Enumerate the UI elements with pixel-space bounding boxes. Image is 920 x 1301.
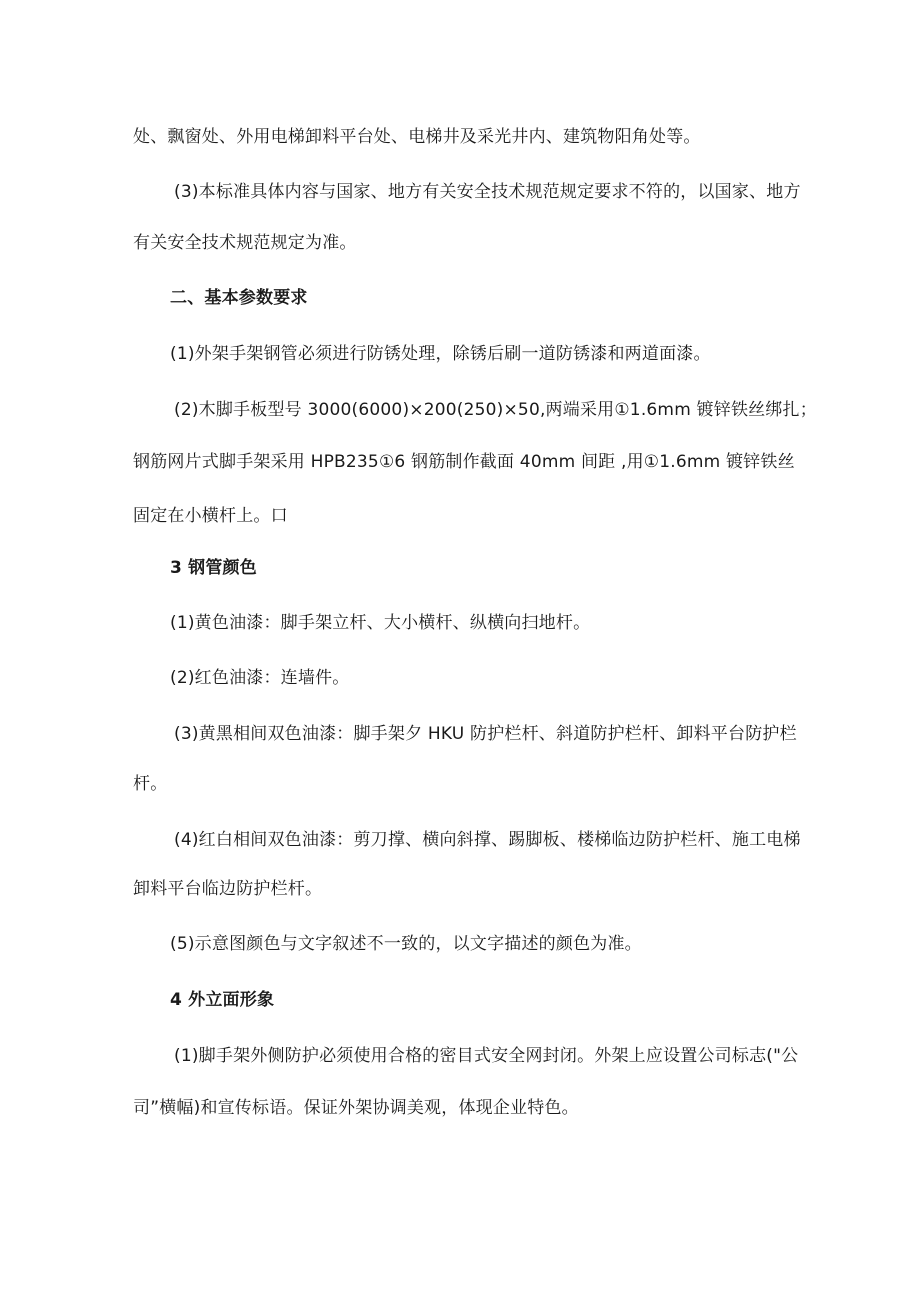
paragraph-line: (3)本标准具体内容与国家、地方有关安全技术规范规定要求不符的，以国家、地方 [174, 182, 801, 202]
paragraph-line: (5)示意图颜色与文字叙述不一致的，以文字描述的颜色为准。 [170, 934, 642, 954]
paragraph-line: 处、飘窗处、外用电梯卸料平台处、电梯井及采光井内、建筑物阳角处等。 [133, 127, 701, 147]
section-heading: 二、基本参数要求 [170, 288, 308, 308]
paragraph-line: (2)红色油漆：连墙件。 [170, 668, 350, 688]
paragraph-line: (1)脚手架外侧防护必须使用合格的密目式安全网封闭。外架上应设置公司标志("公 [174, 1046, 799, 1066]
paragraph-line: 有关安全技术规范规定为准。 [133, 233, 357, 253]
paragraph-line: (3)黄黑相间双色油漆：脚手架夕 HKU 防护栏杆、斜道防护栏杆、卸料平台防护栏 [174, 724, 797, 744]
section-heading: 4 外立面形象 [170, 990, 275, 1010]
paragraph-line: (1)外架手架钢管必须进行防锈处理，除锈后刷一道防锈漆和两道面漆。 [170, 344, 711, 364]
paragraph-line: 固定在小横杆上。口 [133, 506, 288, 526]
paragraph-line: 司”横幅)和宣传标语。保证外架协调美观，体现企业特色。 [133, 1098, 579, 1118]
paragraph-line: (1)黄色油漆：脚手架立杆、大小横杆、纵横向扫地杆。 [170, 613, 591, 633]
paragraph-line: 杆。 [133, 774, 168, 794]
paragraph-line: (4)红白相间双色油漆：剪刀撑、横向斜撑、踢脚板、楼梯临边防护栏杆、施工电梯 [174, 830, 801, 850]
paragraph-line: 卸料平台临边防护栏杆。 [133, 879, 323, 899]
paragraph-line: (2)木脚手板型号 3000(6000)×200(250)×50,两端采用①1.6mm 镀锌铁丝绑扎； [174, 400, 817, 420]
paragraph-line: 钢筋网片式脚手架采用 HPB235①6 钢筋制作截面 40mm 间距 ,用①1.6mm 镀锌铁丝 [133, 452, 795, 472]
section-heading: 3 钢管颜色 [170, 558, 257, 578]
